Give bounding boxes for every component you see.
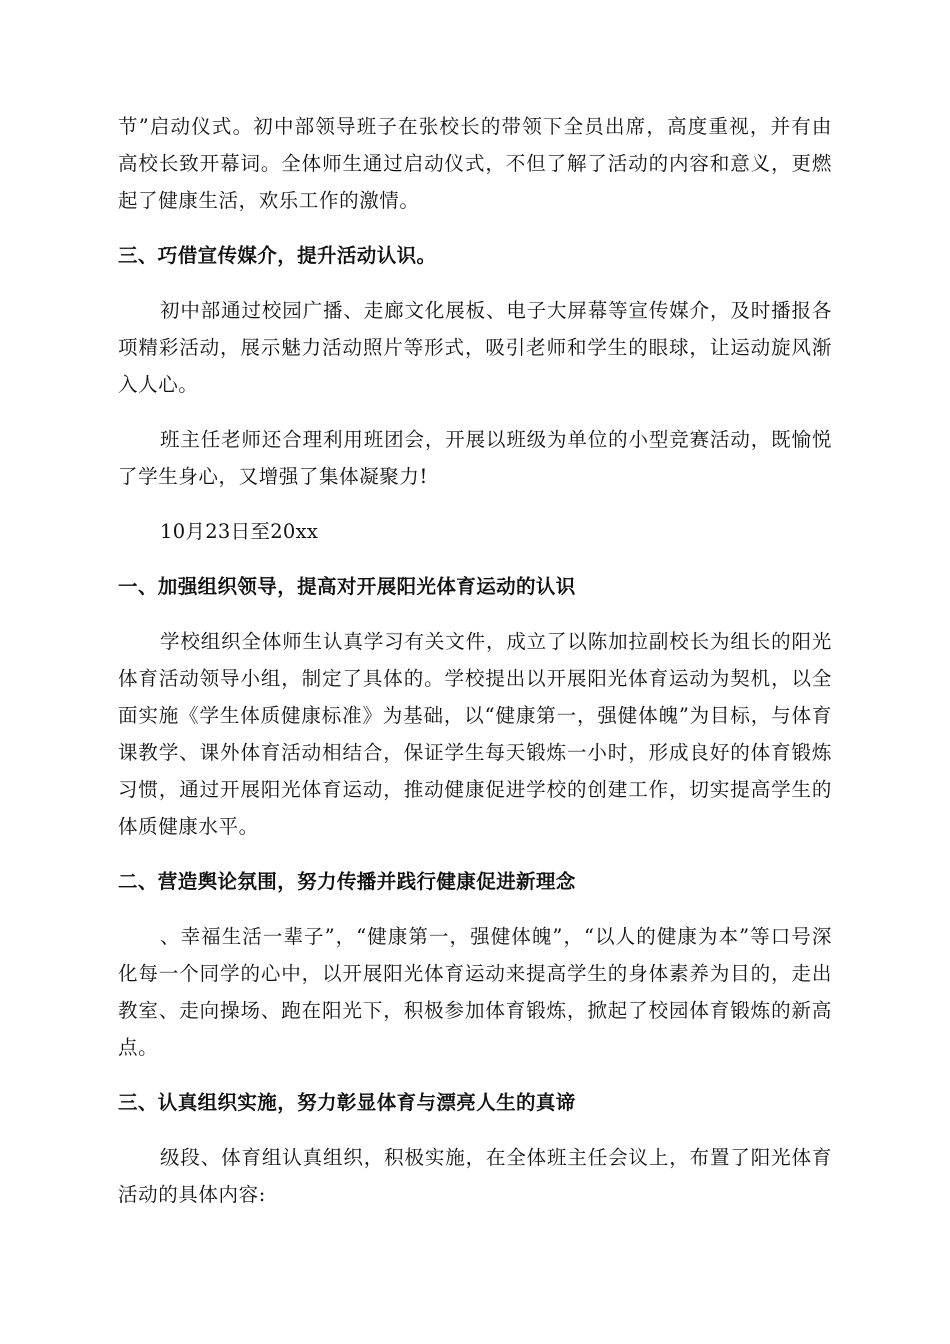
paragraph-implementation: 级段、体育组认真组织，积极实施，在全体班主任会议上，布置了阳光体育活动的具体内容: [118,1146,832,1206]
heading-implementation: 三、认真组织实施，努力彰显体育与漂亮人生的真谛 [118,1091,576,1114]
paragraph-slogans: 、幸福生活一辈子”，“健康第一，强健体魄”，“以人的健康为本”等口号深化每一个同学的心中，以开展阳光体育运动来提高学生的身体素养为目的，走出教室、走向操场、跑在阳光下，积极参加体育锻炼，掀起了校园体育锻炼的新高点。 [118,925,832,1059]
document-body [118,108,832,1231]
date-line: 10月23日至20xx [160,520,319,543]
heading-public-atmosphere: 二、营造舆论氛围，努力传播并践行健康促进新理念 [118,870,576,893]
heading-organization-leadership: 一、加强组织领导，提高对开展阳光体育运动的认识 [118,575,576,598]
paragraph-media-promotion: 初中部通过校园广播、走廊文化展板、电子大屏幕等宣传媒介，及时播报各项精彩活动，展示魅力活动照片等形式，吸引老师和学生的眼球，让运动旋风渐入人心。 [118,299,832,396]
paragraph-leadership-group: 学校组织全体师生认真学习有关文件，成立了以陈加拉副校长为组长的阳光体育活动领导小组，制定了具体的。学校提出以开展阳光体育运动为契机，以全面实施《学生体质健康标准》为基础，以“健康第一，强健体魄”为目标，与体育课教学、课外体育活动相结合，保证学生每天锻炼一小时，形成良好的体育锻炼习惯，通过开展阳光体育运动，推动健康促进学校的创建工作，切实提高学生的体质健康水平。 [118,630,832,838]
paragraph-opening-ceremony: 节”启动仪式。初中部领导班子在张校长的带领下全员出席，高度重视，并有由高校长致开幕词。全体师生通过启动仪式，不但了解了活动的内容和意义，更燃起了健康生活，欢乐工作的激情。 [118,115,832,212]
heading-publicity-media: 三、巧借宣传媒介，提升活动认识。 [118,244,437,267]
paragraph-class-activities: 班主任老师还合理利用班团会，开展以班级为单位的小型竞赛活动，既愉悦了学生身心，又增强了集体凝聚力! [118,428,832,488]
